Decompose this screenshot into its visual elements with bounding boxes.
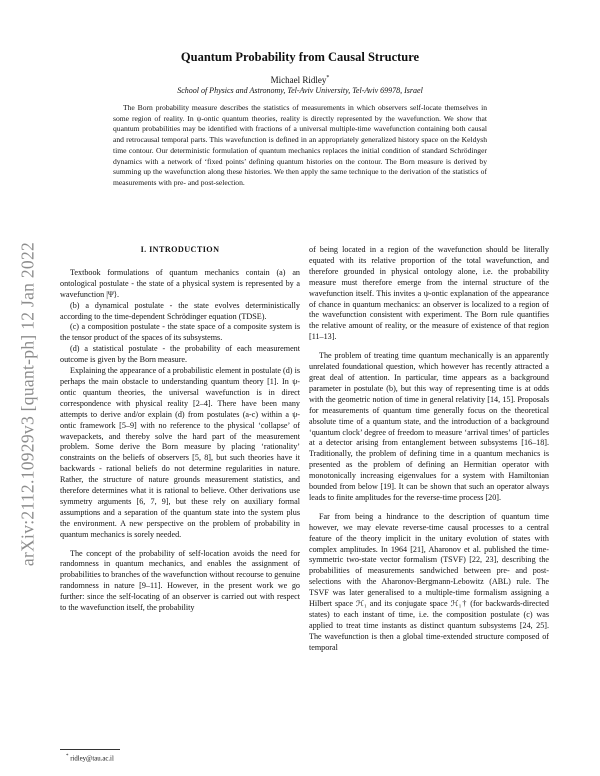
paragraph: (b) a dynamical postulate - the state evolves deterministically according to the time-dependent Schrödinger equation (TDSE).: [60, 300, 300, 321]
paragraph: The concept of the probability of self-location avoids the need for randomness in quantum mechanics, and enables the assignment of probabilities to branches of the wavefunction without recourse to genuine randomness in nature [9–11]. However, in the present work we go further: since the self-locating of an observer is carried out with respect to the wavefunction itself, the probability: [60, 548, 300, 613]
paper-title: Quantum Probability from Causal Structure: [180, 50, 420, 64]
footnote-email: ridley@tau.ac.il: [70, 755, 114, 763]
section-heading: I. INTRODUCTION: [140, 245, 220, 254]
affiliation: School of Physics and Astronomy, Tel-Aviv University, Tel-Aviv 69978, Israel: [177, 86, 423, 95]
paragraph: Explaining the appearance of a probabilistic element in postulate (d) is perhaps the main obstacle to understanding quantum theory [1]. In ψ-ontic quantum theories, the universal wavefunction is in direct correspondence with physical reality [2–4]. There have been many attempts to derive and/or explain (d) from postulates (a-c) within a ψ-ontic framework [5–9] with no reference to the physical ‘collapse’ of wavepackets, and thereby solve the hard part of the measurement problem. Some derive the Born measure by placing ‘rationality’ constraints on the beliefs of observers [5, 8], but such theories have it backwards - rational beliefs do not determine regularities in nature. Rather, the structure of nature grounds measurement statistics, and therefore determines what it is rational to believe. Other derivations use symmetry arguments [6, 7, 9], but these rely on auxiliary formal assumptions and a separation of the quantum state into the system plus the environment. A new perspective on the problem of probability in quantum mechanics is sorely needed.: [60, 366, 300, 539]
paragraph: Far from being a hindrance to the description of quantum time however, we may elevate reverse-time causal processes to a central feature of the theory implicit in the unitary evolution of states with complex amplitudes. In 1964 [21], Aharonov et al. published the time-symmetric two-state vector formalism (TSVF) [22, 23], describing the probabilities of measurements sandwiched between pre- and post-selections with the Aharonov-Bergmann-Lebowitz (ABL) rule. The TSVF was later generalised to a multiple-time formalism assigning a Hilbert space ℋ₁ and its conjugate space ℋ₁† (for backwards-directed states) to each instant of time, i.e. the composition postulate (c) was applied to treat time instants as distinct quantum subsystems [24, 25]. The wavefunction is then a global time-extended structure composed of temporal: [309, 511, 549, 652]
arxiv-identifier: arXiv:2112.10929v3 [quant-ph] 12 Jan 2022: [17, 241, 38, 567]
author-line: [0, 75, 600, 85]
paragraph: (d) a statistical postulate - the probability of each measurement outcome is given by the Born measure.: [60, 344, 300, 365]
footnote-divider: [60, 749, 120, 750]
left-column: [60, 245, 300, 614]
right-column: [309, 245, 549, 654]
paragraph: (c) a composition postulate - the state space of a composite system is the tensor product of the spaces of its subsystems.: [60, 322, 300, 343]
paragraph: The problem of treating time quantum mechanically is an apparently unrelated foundational question, which however has recently attracted a great deal of attention. In particular, time appears as a background parameter in postulate (b), but this way of representing time is at odds with the geometric notion of time in general relativity [14, 15]. Proposals for measurements of quantum time generally focus on the theoretical absolute time of a quantum state, and the introduction of a background ‘quantum clock’ degree of freedom to measure ‘arrival times’ of particles at a detector arising from entanglement between subsystems [16–18]. Traditionally, the problem of defining time in a quantum mechanics is presented as the problem of defining an Hermitian operator with monotonically increasing eigenvalues for a system with Hamiltonian bounded from below [19]. It can be shown that such an operator always leads to finite amplitudes for the reverse-time process [20].: [309, 351, 549, 502]
paragraph: of being located in a region of the wavefunction should be literally equated with its relative proportion of the total wavefunction, and therefore grounded in physical ontology alone, i.e. the probability measure must therefore emerge from the internal structure of the wavefunction itself. This invites a ψ-ontic explanation of the appearance of chance in quantum mechanics: an observer is localized to a region of the wavefunction consistent with experiment. The Born rule quantifies the relative amount of reality, or the measure of existence of that region [11–13].: [309, 245, 549, 342]
arxiv-stamp: [8, 218, 48, 590]
footnote: [66, 754, 114, 762]
footnote-mark: *: [66, 754, 69, 759]
author-footnote-mark: *: [326, 75, 330, 81]
paragraph: Textbook formulations of quantum mechanics contain (a) an ontological postulate - the state of a physical system is represented by a wavefunction |Ψ⟩.: [60, 267, 300, 299]
abstract: The Born probability measure describes the statistics of measurements in which observers self-locate themselves in some region of reality. In ψ-ontic quantum theories, reality is directly represented by the wavefunction. We show that quantum probabilities may be identified with fractions of a universal multiple-time wavefunction containing both causal and retrocausal temporal parts. This wavefunction is defined in an appropriately generalized history space on the Keldysh time contour. Our deterministic formulation of quantum mechanics replaces the initial condition of standard Schrödinger dynamics with a network of ‘fixed points’ defining quantum histories on the contour. The Born measure is derived by summing up the wavefunction along these histories. We then apply the same technique to the derivation of the statistics of measurements with pre- and post-selection.: [113, 103, 487, 187]
author-name: Michael Ridley: [270, 75, 327, 85]
